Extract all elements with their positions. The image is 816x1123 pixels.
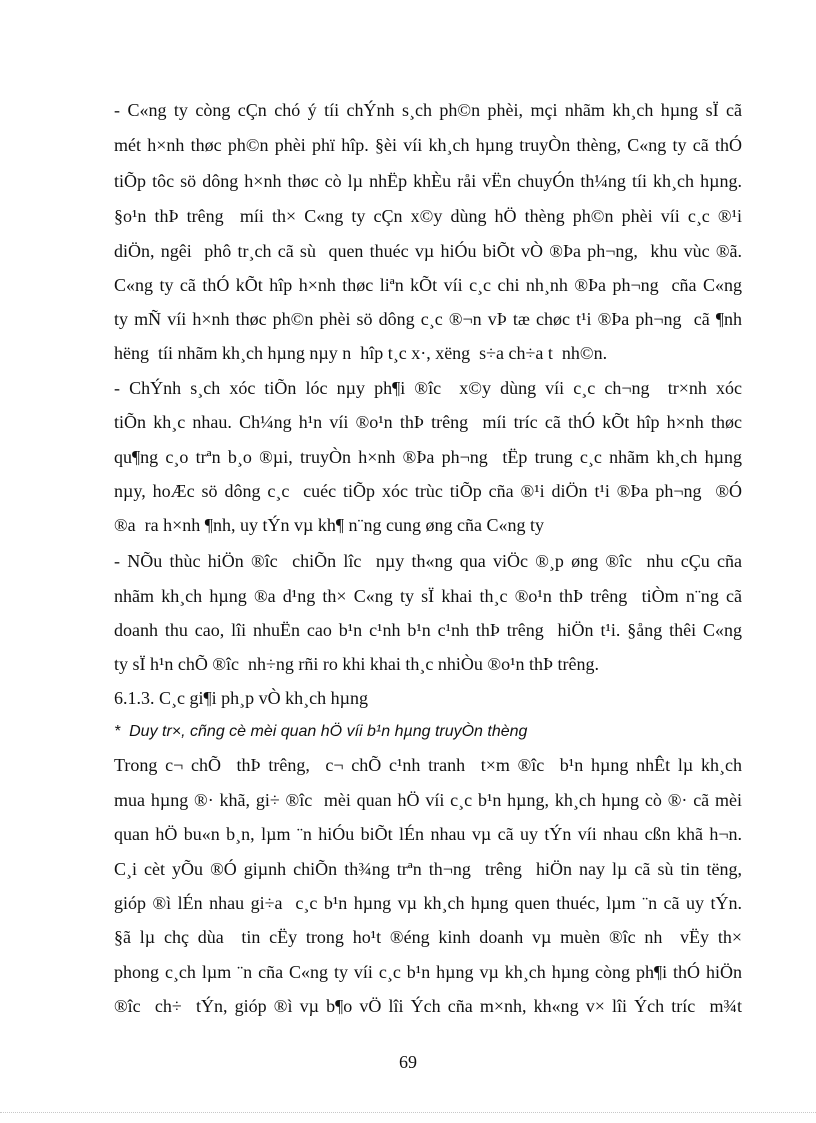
body-text-line: nµy, hoÆc sö dông c¸c cuéc tiÕp xóc trùc tiÕp cña ®¹i diÖn t¹i ®Þa ph¬ng ®Ó — [114, 481, 742, 501]
body-text-line: - ChÝnh s¸ch xóc tiÕn lóc nµy ph¶i ®îc x©y dùng víi c¸c ch¬ng tr×nh xóc — [114, 378, 742, 398]
body-text-line: ®îc ch÷ tÝn, gióp ®ì vµ b¶o vÖ lîi Ých cña m×nh, kh«ng v× lîi Ých tríc m¾t — [114, 996, 742, 1016]
body-text-line: doanh thu cao, lîi nhuËn cao b¹n c¹nh b¹n c¹nh thÞ trêng hiÖn t¹i. §ång thêi C«ng — [114, 620, 742, 640]
body-text-line: mua hµng ®· khã, gi÷ ®îc mèi quan hÖ víi c¸c b¹n hµng, kh¸ch hµng cò ®· cã mèi — [114, 790, 742, 810]
body-text-line: ty mÑ víi h×nh thøc ph©n phèi sö dông c¸c ®¬n vÞ tæ chøc t¹i ®Þa ph¬ng cã ¶nh — [114, 309, 742, 329]
body-text-line: ty sÏ h¹n chÕ ®îc nh÷ng rñi ro khi khai th¸c nhiÒu ®o¹n thÞ trêng. — [114, 654, 599, 674]
body-text-line: tiÕn kh¸c nhau. Ch¼ng h¹n víi ®o¹n thÞ trêng míi tríc cã thÓ kÕt hîp h×nh thøc — [114, 412, 742, 432]
body-text-line: §o¹n thÞ trêng míi th× C«ng ty cÇn x©y dùng hÖ thèng ph©n phèi víi c¸c ®¹i — [114, 206, 742, 226]
page-bottom-divider — [0, 1112, 816, 1113]
body-text-line: mét h×nh thøc ph©n phèi phï hîp. §èi víi kh¸ch hµng truyÒn thèng, C«ng ty cã thÓ — [114, 135, 742, 155]
body-text-line: - C«ng ty còng cÇn chó ý tíi chÝnh s¸ch ph©n phèi, mçi nhãm kh¸ch hµng sÏ cã — [114, 100, 742, 120]
body-text-line: - NÕu thùc hiÖn ®îc chiÕn lîc nµy th«ng qua viÖc ®¸p øng ®îc nhu cÇu cña — [114, 551, 742, 571]
body-text-line: Trong c¬ chÕ thÞ trêng, c¬ chÕ c¹nh tranh t×m ®îc b¹n hµng nhÊt lµ kh¸ch — [114, 755, 742, 775]
subsection-heading: * Duy tr×, cñng cè mèi quan hÖ víi b¹n hµng truyÒn thèng — [114, 723, 528, 740]
body-text-line: nhãm kh¸ch hµng ®a d¹ng th× C«ng ty sÏ khai th¸c ®o¹n thÞ trêng tiÒm n¨ng cã — [114, 586, 742, 606]
body-text-line: phong c¸ch lµm ¨n cña C«ng ty víi c¸c b¹n hµng vµ kh¸ch hµng còng ph¶i thÓ hiÖn — [114, 962, 742, 982]
section-heading: 6.1.3. C¸c gi¶i ph¸p vÒ kh¸ch hµng — [114, 688, 368, 708]
body-text-line: diÖn, ngêi phô tr¸ch cã sù quen thuéc vµ hiÓu biÕt vÒ ®Þa ph¬ng, khu vùc ®ã. — [114, 241, 742, 261]
body-text-line: §ã lµ chç dùa tin cËy trong ho¹t ®éng kinh doanh vµ muèn ®îc nh vËy th× — [114, 927, 742, 947]
body-text-line: qu¶ng c¸o trªn b¸o ®µi, truyÒn h×nh ®Þa ph¬ng tËp trung c¸c nhãm kh¸ch hµng — [114, 447, 742, 467]
body-text-line: C¸i cèt yÕu ®Ó giµnh chiÕn th¾ng trªn th¬ng trêng hiÖn nay lµ cã sù tin tëng, — [114, 859, 742, 879]
body-text-line: ®a ra h×nh ¶nh, uy tÝn vµ kh¶ n¨ng cung øng cña C«ng ty — [114, 515, 544, 535]
body-text-line: gióp ®ì lÉn nhau gi÷a c¸c b¹n hµng vµ kh¸ch hµng quen thuéc, lµm ¨n cã uy tÝn. — [114, 893, 742, 913]
page-number: 69 — [399, 1052, 417, 1072]
body-text-line: hëng tíi nhãm kh¸ch hµng nµy n hîp t¸c x·, xëng s÷a ch÷a t nh©n. — [114, 343, 608, 363]
body-text-line: C«ng ty cã thÓ kÕt hîp h×nh thøc liªn kÕt víi c¸c chi nh¸nh ®Þa ph¬ng cña C«ng — [114, 275, 742, 295]
body-text-line: quan hÖ bu«n b¸n, lµm ¨n hiÓu biÕt lÉn nhau vµ cã uy tÝn víi nhau cßn khã h¬n. — [114, 824, 742, 844]
body-text-line: tiÕp tôc sö dông h×nh thøc cò lµ nhËp khÈu råi vËn chuyÓn th¼ng tíi kh¸ch hµng. — [114, 171, 742, 191]
